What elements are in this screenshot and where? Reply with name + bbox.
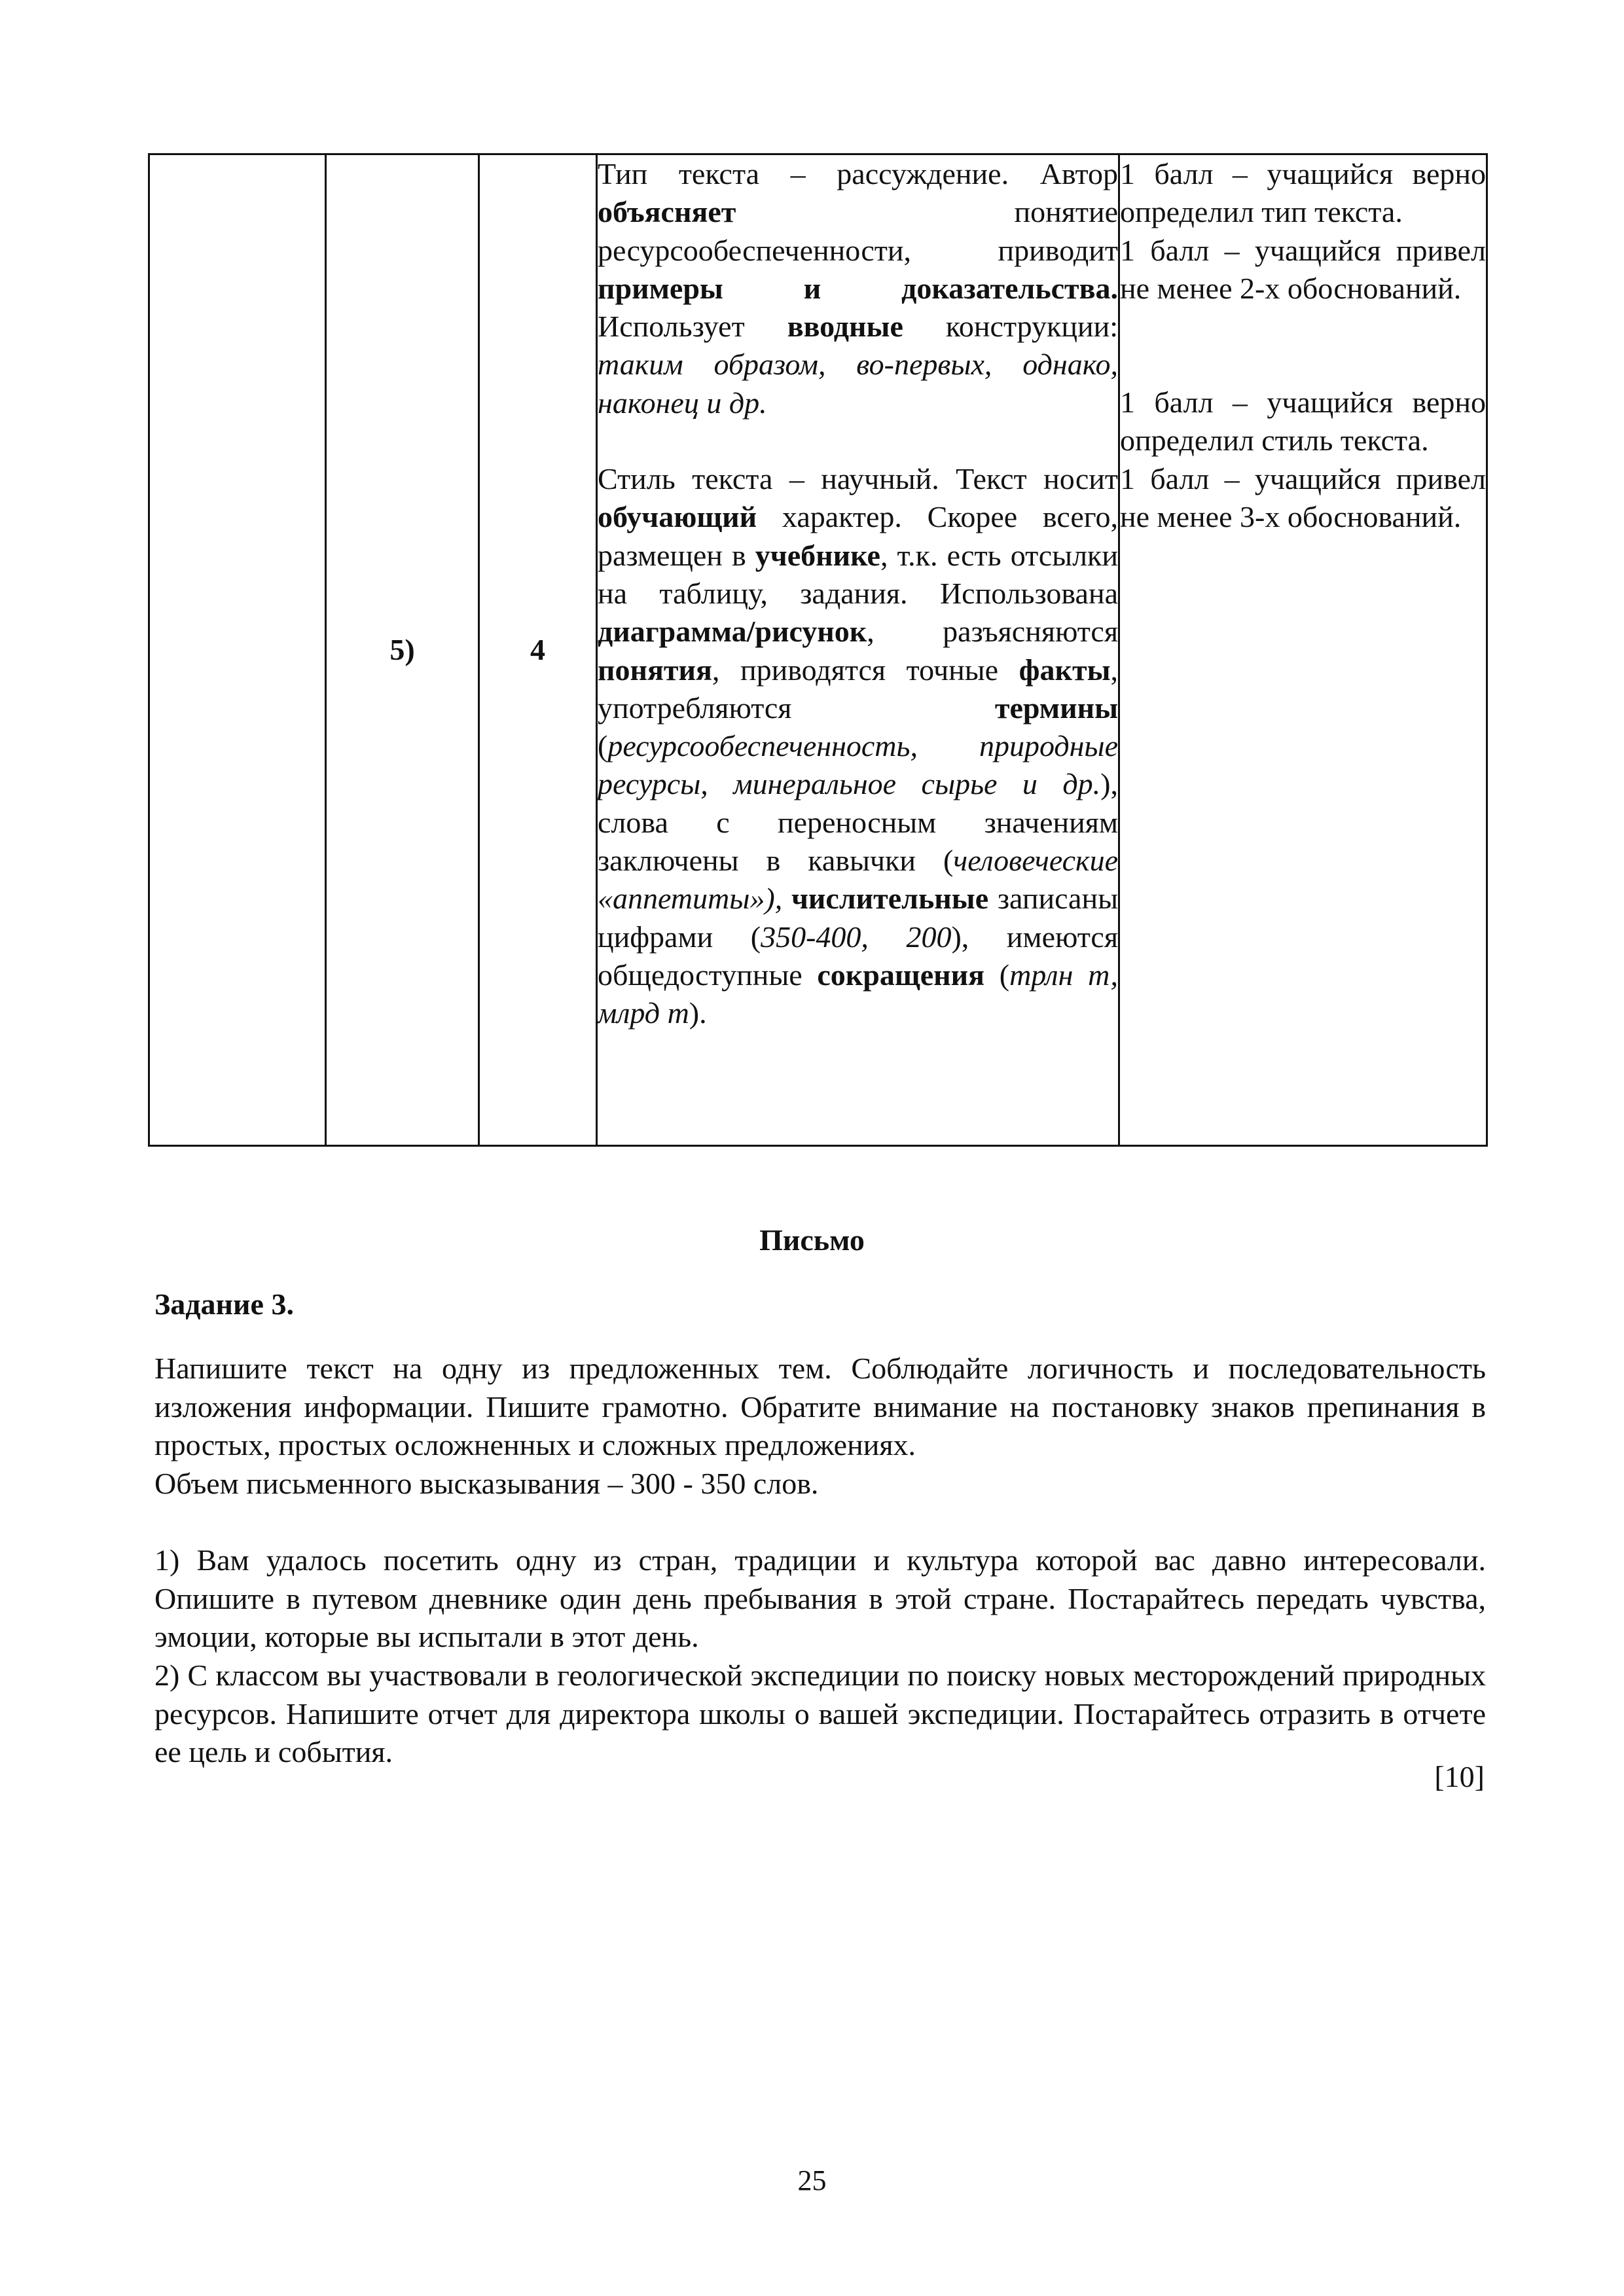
topic-1: 1) Вам удалось посетить одну из стран, традиции и культура которой вас давно интересовали. Опишите в путевом дневнике один день пребывания в этой стране. Постарайтесь передать чувства, эмоции, которые вы испытали в этот день.: [154, 1543, 1486, 1653]
text-span: , употребляются: [598, 653, 1118, 725]
assessment-table: [148, 153, 1488, 1147]
criteria-item: 1 балл – учащийся привел не менее 3-х обоснований.: [1120, 461, 1486, 534]
volume-paragraph: Объем письменного высказывания – 300 - 350 слов.: [154, 1467, 819, 1500]
row-points: 4: [530, 632, 545, 666]
bold-term: вводные: [787, 310, 903, 344]
topic-2: 2) С классом вы участвовали в геологической экспедиции по поиску новых месторождений природных ресурсов. Напишите отчет для директора школы о вашей экспедиции. Постарайтесь отразить в отчете ее цель и события.: [154, 1659, 1486, 1768]
page-number: 25: [797, 2164, 827, 2197]
text-span: , приводятся точные: [712, 653, 1019, 687]
text-span: , разъясняются: [867, 615, 1118, 649]
text-span: понятие ресурсообеспеченности, приводит: [598, 195, 1118, 267]
italic-example: таким образом, во-первых, однако, наконец и др.: [598, 348, 1118, 420]
text-span: Использует: [598, 310, 787, 344]
italic-example: ресурсообеспеченность, природные ресурсы, минеральное сырье и др.: [598, 729, 1118, 801]
score-label: [10]: [1434, 1760, 1485, 1793]
criteria-item: 1 балл – учащийся верно определил тип текста.: [1120, 157, 1486, 229]
paragraph-gap: [1120, 346, 1486, 384]
bold-term: сокращения: [817, 958, 985, 992]
empty-cell: [149, 154, 326, 1146]
italic-example: трлн т, млрд т: [598, 958, 1119, 1030]
table-row: [149, 154, 1487, 1146]
bold-term: числительные: [791, 882, 989, 916]
section-heading: Письмо: [759, 1223, 865, 1257]
italic-example: 350-400, 200: [761, 920, 952, 954]
bold-term: обучающий: [598, 500, 757, 534]
instructions-paragraph: Напишите текст на одну из предложенных тем. Соблюдайте логичность и последовательность изложения информации. Пишите грамотно. Обратите внимание на постановку знаков препинания в простых, простых осложненных и сложных предложениях.: [154, 1352, 1486, 1462]
criteria-item: 1 балл – учащийся привел не менее 2-х обоснований.: [1120, 233, 1486, 305]
bold-term: объясняет: [598, 195, 736, 229]
text-span: ).: [689, 996, 707, 1030]
text-span: ), слова с переносным значениям заключены в кавычки (: [598, 767, 1118, 878]
text-style-paragraph: [598, 460, 1118, 1032]
text-span: Тип текста – рассуждение. Автор: [598, 157, 1118, 190]
text-span: Стиль текста – научный. Текст носит: [598, 462, 1118, 496]
italic-example: человеческие «аппетиты»),: [598, 844, 1118, 916]
paragraph-gap: [1120, 308, 1486, 346]
bold-term: диаграмма/рисунок: [598, 615, 867, 649]
text-span: (: [598, 729, 608, 763]
row-label: 5): [389, 632, 415, 666]
bold-term: термины: [994, 691, 1118, 725]
bold-term: понятия: [598, 653, 712, 687]
criteria-cell: [1119, 154, 1487, 1146]
text-span: , т.к. есть отсылки на таблицу, задания. Использована: [598, 538, 1118, 610]
text-span: (: [984, 958, 1010, 992]
paragraph-gap: [598, 422, 1118, 460]
criteria-item: 1 балл – учащийся верно определил стиль текста.: [1120, 386, 1486, 457]
answer-cell: [597, 154, 1119, 1146]
text-type-paragraph: [598, 155, 1118, 422]
text-span: конструкции:: [903, 310, 1118, 344]
bold-term: учебнике: [755, 538, 880, 572]
text-span: записаны цифрами (: [598, 882, 1118, 954]
bold-term: примеры и доказательства.: [598, 271, 1118, 305]
points-cell: [479, 154, 597, 1146]
text-span: характер. Скорее всего, размещен в: [598, 500, 1118, 572]
text-span: ), имеются общедоступные: [598, 920, 1118, 992]
bold-term: факты: [1019, 653, 1111, 687]
row-label-cell: [326, 154, 479, 1146]
task-title: Задание 3.: [154, 1287, 294, 1321]
text-span: [782, 882, 791, 915]
